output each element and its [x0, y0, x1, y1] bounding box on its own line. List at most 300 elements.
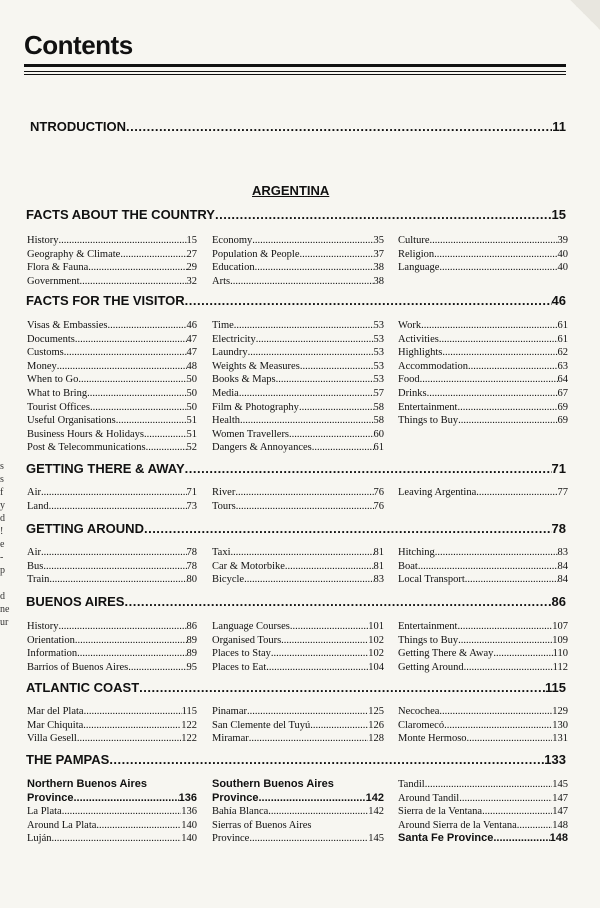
entry-label: Tours — [212, 500, 236, 512]
entry-label: Things to Buy — [398, 415, 459, 427]
toc-entry[interactable] — [27, 373, 197, 387]
toc-entry[interactable] — [398, 560, 568, 574]
toc-entry[interactable] — [398, 333, 568, 347]
toc-entry[interactable] — [27, 414, 197, 428]
toc-entry[interactable] — [27, 234, 197, 248]
leader-dots — [236, 500, 374, 514]
edge-fragment: s — [0, 474, 4, 485]
entry-label: Necochea — [398, 706, 440, 717]
toc-column — [27, 620, 197, 674]
entry-page: 76 — [373, 500, 384, 512]
entry-label: Geography & Climate — [27, 248, 121, 260]
toc-entry[interactable] — [398, 819, 568, 833]
toc-entry[interactable] — [212, 778, 384, 792]
toc-entry[interactable] — [27, 620, 197, 634]
toc-entry[interactable] — [398, 319, 568, 333]
toc-entry[interactable] — [27, 805, 197, 819]
toc-entry[interactable] — [27, 319, 197, 333]
entry-label: Mar Chiquita — [27, 719, 84, 731]
toc-entry[interactable] — [27, 546, 197, 560]
toc-entry[interactable] — [212, 234, 384, 248]
title-rule-thin — [24, 71, 566, 72]
leader-dots — [230, 275, 373, 289]
toc-entry[interactable] — [27, 792, 197, 806]
toc-entry[interactable] — [27, 428, 197, 442]
entry-label: Northern Buenos Aires — [27, 778, 148, 790]
toc-entry[interactable] — [212, 573, 384, 587]
entry-label: Economy — [212, 235, 253, 246]
leader-dots — [235, 486, 373, 500]
title-rule-thin-2 — [24, 74, 566, 75]
toc-entry[interactable] — [398, 732, 568, 746]
entry-page: 78 — [186, 547, 197, 558]
leader-dots — [249, 732, 369, 746]
leader-dots — [109, 752, 544, 767]
entry-label: Places to Stay — [212, 648, 271, 660]
toc-entry[interactable] — [27, 819, 197, 833]
entry-label: Taxi — [212, 547, 231, 558]
toc-entry[interactable] — [212, 560, 384, 574]
entry-page: 61 — [557, 333, 568, 345]
toc-entry[interactable] — [27, 387, 197, 401]
toc-entry[interactable] — [212, 414, 384, 428]
edge-fragment: ur — [0, 617, 9, 628]
toc-entry[interactable] — [212, 387, 384, 401]
toc-entry[interactable] — [27, 732, 197, 746]
toc-entry[interactable] — [212, 319, 384, 333]
toc-entry[interactable] — [27, 248, 197, 262]
entry-label: Food — [398, 374, 420, 386]
entry-page: 136 — [181, 806, 197, 818]
toc-entry[interactable] — [398, 661, 568, 675]
entry-label: Drinks — [398, 387, 427, 399]
entry-label: Money — [27, 360, 57, 372]
toc-entry[interactable] — [27, 634, 197, 648]
entry-page: 57 — [373, 387, 384, 399]
entry-page: 80 — [186, 574, 197, 586]
entry-label: Boat — [398, 560, 418, 572]
leader-dots — [139, 680, 545, 695]
toc-entry[interactable] — [212, 705, 384, 719]
leader-dots — [64, 346, 187, 360]
toc-entry[interactable] — [212, 634, 384, 648]
entry-page: 64 — [557, 374, 568, 386]
toc-entry[interactable] — [398, 234, 568, 248]
entry-label: Customs — [27, 347, 64, 359]
entry-label: Government — [27, 275, 80, 287]
entry-label: Places to Eat — [212, 661, 267, 673]
toc-entry[interactable] — [212, 732, 384, 746]
page-curl — [570, 0, 600, 30]
entry-page: 32 — [186, 275, 197, 287]
toc-column — [212, 778, 384, 846]
leader-dots — [268, 805, 368, 819]
leader-dots — [83, 719, 181, 733]
leader-dots — [444, 719, 552, 733]
toc-entry[interactable] — [212, 401, 384, 415]
entry-page: 107 — [552, 621, 568, 632]
leader-dots — [482, 805, 552, 819]
toc-entry[interactable] — [27, 441, 197, 455]
entry-page: 84 — [557, 574, 568, 586]
entry-page: 62 — [557, 347, 568, 359]
leader-dots — [459, 792, 552, 806]
toc-entry[interactable] — [212, 832, 384, 846]
toc-entry[interactable] — [212, 792, 384, 806]
entry-label: History — [27, 621, 59, 632]
entry-page: 142 — [368, 806, 384, 818]
entry-label: Around La Plata — [27, 819, 97, 831]
leader-dots — [425, 778, 553, 792]
toc-column — [27, 234, 197, 288]
entry-label: Province — [212, 791, 259, 804]
entry-page: 130 — [552, 719, 568, 731]
leader-dots — [52, 832, 182, 846]
leader-dots — [493, 647, 552, 661]
leader-dots — [146, 441, 187, 455]
entry-label: Visas & Embassies — [27, 320, 108, 331]
entry-label: Things to Buy — [398, 634, 459, 646]
leader-dots — [215, 207, 552, 222]
entry-page: 76 — [373, 487, 384, 498]
leader-dots — [465, 573, 558, 587]
entry-page: 125 — [368, 706, 384, 717]
toc-entry[interactable] — [27, 560, 197, 574]
leader-dots — [80, 275, 187, 289]
entry-label: Education — [212, 262, 255, 274]
toc-entry[interactable] — [398, 719, 568, 733]
edge-fragment: p — [0, 565, 5, 576]
leader-dots — [249, 832, 368, 846]
edge-fragment: d — [0, 513, 5, 524]
entry-page: 40 — [557, 248, 568, 260]
entry-label: Time — [212, 320, 234, 331]
leader-dots — [300, 360, 374, 374]
leader-dots — [49, 573, 186, 587]
toc-column — [398, 620, 568, 674]
entry-page: 46 — [186, 320, 197, 331]
entry-page: 35 — [373, 235, 384, 246]
leader-dots — [285, 560, 374, 574]
leader-dots — [442, 346, 557, 360]
entry-label: Bicycle — [212, 574, 245, 586]
entry-label: Province — [212, 833, 250, 845]
toc-entry[interactable] — [212, 441, 384, 455]
toc-entry[interactable] — [27, 275, 197, 289]
toc-entry[interactable] — [212, 647, 384, 661]
entry-page: 115 — [181, 706, 197, 717]
entry-page: 81 — [373, 547, 384, 558]
leader-dots — [420, 373, 558, 387]
leader-dots — [77, 647, 186, 661]
edge-fragment: ne — [0, 604, 10, 615]
toc-entry[interactable] — [398, 346, 568, 360]
entry-page: 147 — [552, 792, 568, 804]
entry-label: Laundry — [212, 347, 248, 359]
toc-entry[interactable] — [398, 620, 568, 634]
section-page: 71 — [551, 461, 566, 476]
section-heading[interactable] — [26, 594, 566, 609]
leader-dots — [289, 428, 373, 442]
toc-entry[interactable] — [212, 620, 384, 634]
section-heading[interactable] — [26, 752, 566, 767]
entry-label: Santa Fe Province — [398, 832, 494, 845]
toc-entry[interactable] — [398, 573, 568, 587]
leader-dots — [276, 373, 374, 387]
entry-page: 89 — [186, 634, 197, 646]
leader-dots — [310, 719, 368, 733]
toc-column — [212, 234, 384, 288]
toc-entry[interactable] — [212, 275, 384, 289]
entry-label: Organised Tours — [212, 634, 282, 646]
toc-column — [27, 705, 197, 746]
leader-dots — [248, 346, 374, 360]
toc-entry[interactable] — [398, 373, 568, 387]
adjacent-page-edge — [0, 460, 9, 629]
toc-entry[interactable] — [398, 261, 568, 275]
toc-entry[interactable] — [398, 792, 568, 806]
edge-fragment: s — [0, 461, 4, 472]
entry-label: Villa Gesell — [27, 733, 77, 745]
entry-page: 131 — [552, 733, 568, 745]
toc-entry[interactable] — [212, 248, 384, 262]
leader-dots — [185, 293, 552, 308]
section-heading[interactable] — [26, 461, 566, 476]
toc-entry[interactable] — [27, 486, 197, 500]
entry-label: Business Hours & Holidays — [27, 428, 144, 440]
entry-page: 109 — [552, 634, 568, 646]
leader-dots — [78, 373, 186, 387]
toc-entry[interactable] — [27, 500, 197, 514]
entry-page: 89 — [186, 648, 197, 660]
toc-entry[interactable] — [212, 719, 384, 733]
entry-label: Post & Telecommunications — [27, 442, 146, 454]
entry-page: 122 — [181, 719, 197, 731]
toc-entry[interactable] — [27, 333, 197, 347]
section-heading[interactable] — [26, 680, 566, 695]
toc-entry[interactable] — [27, 261, 197, 275]
leader-dots — [421, 319, 557, 333]
entry-page: 148 — [552, 819, 568, 831]
toc-entry-introduction[interactable] — [30, 119, 566, 134]
entry-page: 84 — [557, 560, 568, 572]
entry-label: Highlights — [398, 347, 443, 359]
leader-dots — [281, 634, 368, 648]
entry-page: 47 — [186, 347, 197, 359]
leader-dots — [87, 387, 186, 401]
toc-column — [398, 234, 568, 275]
toc-entry[interactable] — [398, 414, 568, 428]
toc-entry[interactable] — [27, 778, 197, 792]
leader-dots — [126, 119, 552, 134]
entry-page: 73 — [186, 500, 197, 512]
toc-entry[interactable] — [27, 719, 197, 733]
entry-label: Around Tandil — [398, 792, 460, 804]
leader-dots — [116, 414, 187, 428]
entry-label: Monte Hermoso — [398, 733, 467, 745]
section-title: GETTING AROUND — [26, 521, 144, 536]
toc-entry[interactable] — [27, 661, 197, 675]
toc-entry[interactable] — [27, 705, 197, 719]
entry-label: Tandil — [398, 779, 425, 790]
entry-label: Pinamar — [212, 706, 247, 717]
toc-column — [212, 546, 384, 587]
section-heading[interactable] — [26, 207, 566, 222]
leader-dots — [84, 705, 182, 719]
leader-dots — [240, 414, 374, 428]
entry-label: Mar del Plata — [27, 706, 84, 717]
leader-dots — [244, 573, 373, 587]
toc-entry[interactable] — [398, 778, 568, 792]
entry-label: Local Transport — [398, 574, 465, 586]
entry-label: Train — [27, 574, 50, 586]
toc-entry[interactable] — [212, 661, 384, 675]
section-title: GETTING THERE & AWAY — [26, 461, 185, 476]
entry-label: Barrios of Buenos Aires — [27, 661, 129, 673]
toc-entry[interactable] — [212, 546, 384, 560]
section-page: 133 — [544, 752, 566, 767]
toc-entry[interactable] — [212, 346, 384, 360]
entry-page: 77 — [557, 487, 568, 498]
entry-label: Religion — [398, 248, 435, 260]
leader-dots — [73, 792, 178, 806]
entry-page: 69 — [557, 415, 568, 427]
leader-dots — [252, 234, 373, 248]
toc-entry[interactable] — [212, 819, 384, 833]
entry-page: 29 — [186, 262, 197, 274]
toc-entry[interactable] — [212, 486, 384, 500]
leader-dots — [239, 387, 374, 401]
entry-label: Accommodation — [398, 360, 468, 372]
leader-dots — [234, 319, 374, 333]
entry-label: Air — [27, 487, 41, 498]
entry-page: 53 — [373, 333, 384, 345]
section-page: 15 — [551, 207, 566, 222]
toc-entry[interactable] — [212, 428, 384, 442]
entry-label: Luján — [27, 833, 52, 845]
entry-page: 102 — [368, 634, 384, 646]
entry-label: Car & Motorbike — [212, 560, 285, 572]
entry-page: 95 — [186, 661, 197, 673]
leader-dots — [62, 805, 182, 819]
toc-entry[interactable] — [398, 248, 568, 262]
toc-entry[interactable] — [27, 360, 197, 374]
leader-dots — [41, 546, 187, 560]
entry-label: Sierra de la Ventana — [398, 806, 483, 818]
entry-page: 81 — [373, 560, 384, 572]
edge-fragment: f — [0, 487, 4, 498]
section-page: 46 — [551, 293, 566, 308]
toc-entry[interactable] — [398, 546, 568, 560]
entry-page: 128 — [368, 733, 384, 745]
leader-dots — [144, 428, 187, 442]
leader-dots — [290, 620, 368, 634]
entry-label: Southern Buenos Aires — [212, 778, 334, 790]
entry-page: 15 — [186, 235, 197, 246]
edge-fragment: ! — [0, 526, 4, 537]
toc-entry[interactable] — [212, 360, 384, 374]
entry-label: Land — [27, 500, 49, 512]
toc-entry[interactable] — [27, 346, 197, 360]
toc-entry[interactable] — [398, 387, 568, 401]
entry-page: 104 — [368, 661, 384, 673]
leader-dots — [418, 560, 558, 574]
toc-entry[interactable] — [398, 401, 568, 415]
leader-dots — [231, 546, 374, 560]
section-title: ATLANTIC COAST — [26, 680, 140, 695]
toc-entry[interactable] — [398, 647, 568, 661]
section-heading[interactable] — [26, 293, 566, 308]
section-heading[interactable] — [26, 521, 566, 536]
entry-label: San Clemente del Tuyú — [212, 719, 311, 731]
entry-page: 142 — [365, 791, 384, 804]
entry-page: 38 — [373, 275, 384, 287]
toc-entry[interactable] — [27, 573, 197, 587]
toc-entry[interactable] — [212, 373, 384, 387]
leader-dots — [266, 661, 368, 675]
page-title: Contents — [24, 30, 133, 60]
leader-dots — [59, 234, 187, 248]
entry-label: Language — [398, 262, 440, 274]
edge-fragment: - — [0, 552, 4, 563]
toc-entry[interactable] — [398, 705, 568, 719]
entry-page: 71 — [186, 487, 197, 498]
edge-fragment: y — [0, 500, 5, 511]
toc-column — [398, 319, 568, 428]
toc-entry[interactable] — [398, 486, 568, 500]
section-page: 115 — [545, 680, 566, 695]
entry-label: Useful Organisations — [27, 415, 116, 427]
entry-page: 69 — [557, 401, 568, 413]
entry-page: 58 — [373, 401, 384, 413]
leader-dots — [467, 732, 553, 746]
edge-fragment: e — [0, 539, 5, 550]
section-page: 78 — [551, 521, 566, 536]
entry-page: 47 — [186, 333, 197, 345]
leader-dots — [458, 634, 552, 648]
section-title: THE PAMPAS — [26, 752, 110, 767]
entry-page: 52 — [186, 442, 197, 454]
toc-entry[interactable] — [212, 500, 384, 514]
toc-column — [27, 319, 197, 455]
leader-dots — [493, 832, 549, 846]
toc-column — [27, 778, 197, 846]
toc-entry[interactable] — [27, 832, 197, 846]
toc-entry[interactable] — [398, 360, 568, 374]
toc-entry[interactable] — [398, 634, 568, 648]
entry-page: 51 — [186, 415, 197, 427]
toc-entry[interactable] — [212, 333, 384, 347]
toc-entry[interactable] — [27, 401, 197, 415]
entry-page: 50 — [186, 374, 197, 386]
entry-page: 67 — [557, 387, 568, 399]
entry-page: 136 — [178, 791, 197, 804]
toc-entry[interactable] — [212, 261, 384, 275]
leader-dots — [439, 705, 552, 719]
leader-dots — [427, 387, 558, 401]
entry-label: Language Courses — [212, 621, 290, 632]
toc-entry[interactable] — [27, 647, 197, 661]
toc-entry[interactable] — [212, 805, 384, 819]
leader-dots — [258, 792, 365, 806]
toc-entry[interactable] — [398, 805, 568, 819]
leader-dots — [120, 248, 186, 262]
entry-page: 51 — [186, 428, 197, 440]
toc-column — [398, 778, 568, 846]
toc-entry[interactable] — [398, 832, 568, 846]
leader-dots — [256, 333, 374, 347]
entry-page: 48 — [186, 360, 197, 372]
